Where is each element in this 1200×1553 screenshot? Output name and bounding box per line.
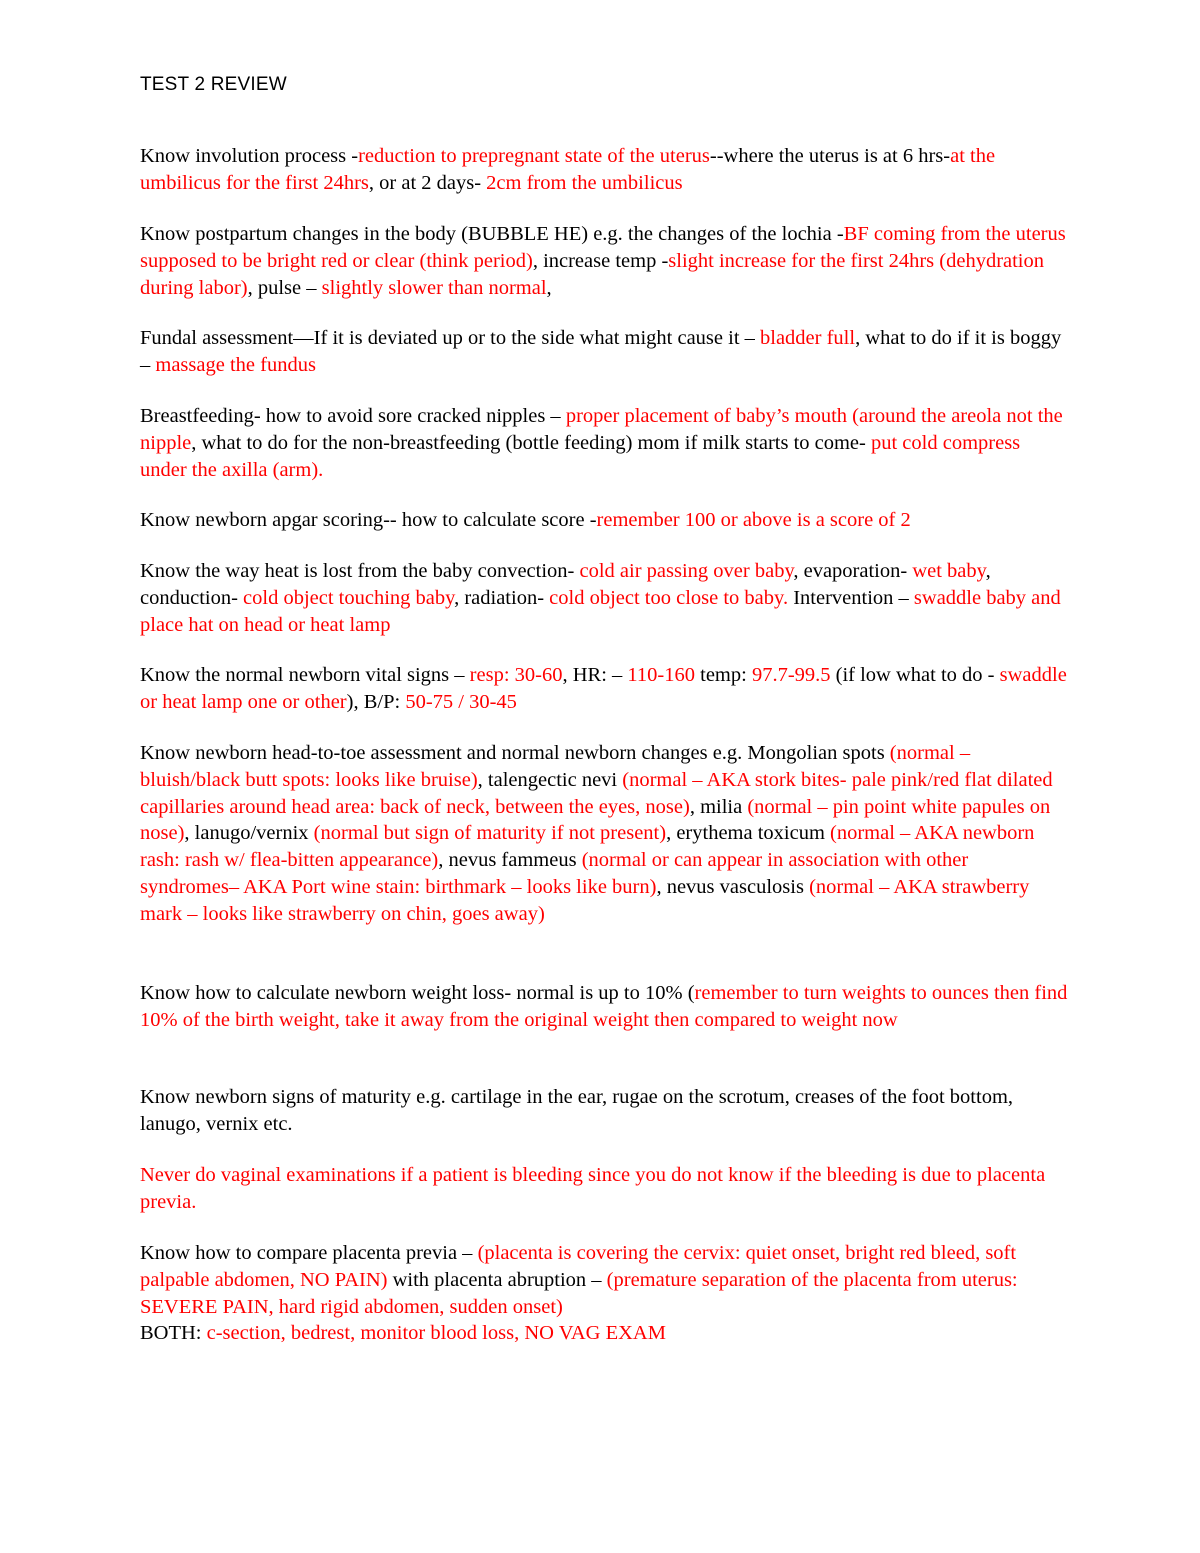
answer-segment: at the umbilicus for the first 24hrs <box>140 145 996 194</box>
paragraph-signs-of-maturity <box>140 1084 1070 1138</box>
answer-segment: BF coming from the uterus supposed to be bright red or clear (think period) <box>140 223 1066 272</box>
text-segment: , milia <box>689 795 748 818</box>
answer-segment: reduction to prepregnant state of the uterus <box>358 145 710 167</box>
answer-segment: swaddle or heat lamp one or other <box>140 664 1067 713</box>
text-segment: Breastfeeding- how to avoid sore cracked nipples – <box>140 405 566 427</box>
paragraph-involution <box>140 143 1070 197</box>
text-segment: , nevus vasculosis <box>656 875 810 898</box>
text-segment: Intervention – <box>788 586 914 609</box>
text-segment: Know postpartum changes in the body (BUBBLE HE) e.g. the changes of the lochia - <box>140 223 844 245</box>
text-segment: --where the uterus is at 6 hrs- <box>709 145 951 167</box>
answer-segment: remember 100 or above is a score of 2 <box>596 509 911 531</box>
text-segment: , what to do for the non-breastfeeding (bottle feeding) mom if milk starts to come- <box>191 431 871 454</box>
text-segment: Fundal assessment—If it is deviated up or to the side what might cause it – <box>140 327 761 349</box>
text-segment: Know newborn signs of maturity e.g. cartilage in the ear, rugae on the scrotum, creases of the foot bottom, lanugo, vernix etc. <box>140 1086 1014 1135</box>
answer-segment: 110-160 <box>627 664 695 686</box>
answer-segment: bladder full <box>760 327 856 349</box>
text-segment: , or at 2 days- <box>368 171 487 194</box>
answer-segment: resp: 30-60 <box>469 664 563 686</box>
answer-segment: (placenta is covering the cervix: quiet onset, bright red bleed, soft palpable abdomen, NO PAIN) <box>140 1242 1017 1291</box>
paragraph-vital-signs <box>140 662 1070 716</box>
answer-segment: (normal or can appear in association with other syndromes– AKA Port wine stain: birthmark – looks like burn) <box>140 849 969 898</box>
page-title: TEST 2 REVIEW <box>140 74 287 95</box>
text-segment: ), B/P: <box>346 690 406 713</box>
answer-segment: slightly slower than normal <box>321 276 547 299</box>
answer-segment: slight increase for the first 24hrs (dehydration during labor) <box>140 249 1045 299</box>
text-segment: , conduction- <box>140 560 991 609</box>
answer-segment: (premature separation of the placenta from uterus: SEVERE PAIN, hard rigid abdomen, sudden onset) <box>140 1268 1018 1318</box>
text-segment: temp: <box>695 664 752 686</box>
text-segment: , talengectic nevi <box>477 768 623 791</box>
text-segment: , what to do if it is boggy – <box>140 327 1062 376</box>
paragraph-breastfeeding <box>140 403 1070 483</box>
paragraph-placenta-comparison <box>140 1240 1070 1347</box>
answer-segment: cold object touching baby <box>243 586 455 609</box>
answer-segment: swaddle baby and place hat on head or heat lamp <box>140 586 1061 636</box>
paragraph-head-to-toe <box>140 740 1070 928</box>
paragraph-heat-loss <box>140 558 1070 638</box>
paragraph-vaginal-exam-warning <box>140 1162 1070 1216</box>
answer-segment: (normal – bluish/black butt spots: looks like bruise) <box>140 742 971 791</box>
answer-segment: Never do vaginal examinations if a patient is bleeding since you do not know if the bleeding is due to placenta previa. <box>140 1164 1046 1213</box>
answer-segment: cold object too close to baby. <box>549 586 789 609</box>
text-segment: Know the way heat is lost from the baby convection- <box>140 560 580 582</box>
answer-segment: 50-75 / 30-45 <box>405 690 517 713</box>
text-segment: , lanugo/vernix <box>184 822 314 845</box>
text-segment: , nevus fammeus <box>438 849 582 872</box>
answer-segment: 2cm from the umbilicus <box>486 171 683 194</box>
answer-segment: c-section, bedrest, monitor blood loss, NO VAG EXAM <box>206 1322 666 1345</box>
text-segment: Know how to compare placenta previa – <box>140 1242 478 1264</box>
answer-segment: 97.7-99.5 <box>751 664 831 686</box>
text-segment: Know newborn head-to-toe assessment and normal newborn changes e.g. Mongolian spots <box>140 742 890 764</box>
answer-segment: proper placement of baby’s mouth (around the areola not the nipple <box>140 405 1063 454</box>
answer-segment: (normal – AKA newborn rash: rash w/ flea-bitten appearance) <box>140 822 1035 872</box>
answer-segment: (normal – AKA stork bites- pale pink/red flat dilated capillaries around head area: back of neck, between the eyes, nose) <box>140 768 1053 818</box>
text-segment: , erythema toxicum <box>666 822 831 845</box>
answer-segment: (normal – AKA strawberry mark – looks like strawberry on chin, goes away) <box>140 875 1030 925</box>
text-segment: , <box>546 276 552 299</box>
text-segment: , increase temp - <box>532 249 669 272</box>
paragraph-weight-loss <box>140 980 1070 1034</box>
text-segment: , pulse – <box>247 276 322 299</box>
paragraph-postpartum-changes <box>140 221 1070 301</box>
text-segment: Know newborn apgar scoring-- how to calculate score - <box>140 509 597 531</box>
text-segment: Know the normal newborn vital signs – <box>140 664 470 686</box>
answer-segment: put cold compress under the axilla (arm). <box>140 431 1021 481</box>
text-segment: Know involution process - <box>140 145 359 167</box>
answer-segment: massage the fundus <box>155 353 316 376</box>
paragraph-fundal-assessment <box>140 325 1070 379</box>
text-segment: BOTH: <box>140 1322 207 1345</box>
answer-segment: wet baby <box>912 560 986 582</box>
answer-segment: remember to turn weights to ounces then find 10% of the birth weight, take it away from the original weight then compared to weight now <box>140 982 1068 1031</box>
text-segment: , radiation- <box>454 586 550 609</box>
paragraph-apgar <box>140 507 1070 534</box>
answer-segment: (normal – pin point white papules on nose) <box>140 795 1051 845</box>
text-segment: (if low what to do - <box>830 664 1000 686</box>
text-segment: , HR: – <box>562 664 628 686</box>
answer-segment: cold air passing over baby <box>579 560 794 582</box>
text-segment: with placenta abruption – <box>387 1268 607 1291</box>
answer-segment: (normal but sign of maturity if not present) <box>313 822 667 845</box>
text-segment: , evaporation- <box>793 560 913 582</box>
text-segment: Know how to calculate newborn weight loss- normal is up to 10% ( <box>140 982 695 1004</box>
